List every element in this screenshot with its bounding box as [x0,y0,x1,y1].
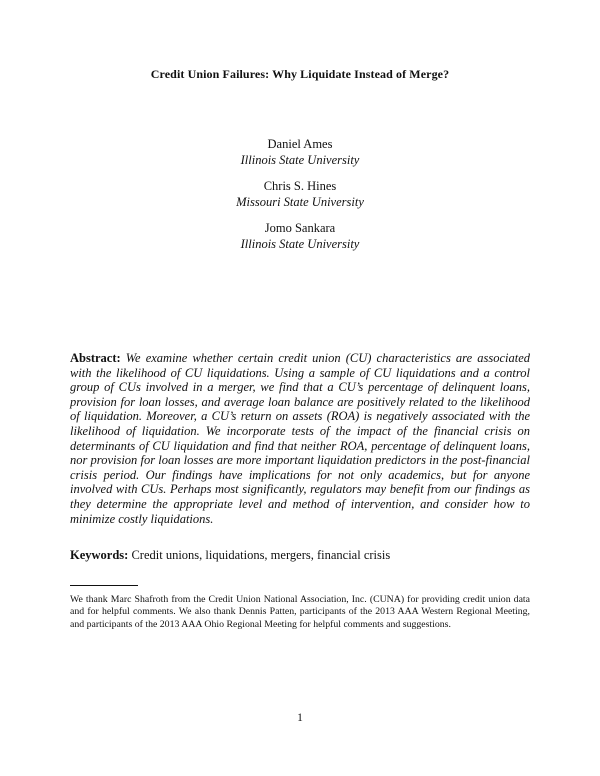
abstract-text: We examine whether certain credit union (CU) characteristics are associated with the likelihood of CU liquidations. Using a sample of CU liquidations and a control group of CUs involved in a merger, we find that a CU’s percentage of delinquent loans, provision for loan losses, and average loan balance are positively related to the likelihood of liquidation. Moreover, a CU’s return on assets (ROA) is negatively associated with the likelihood of liquidation. We incorporate tests of the impact of the financial crisis on determinants of CU liquidation and find that neither ROA, percentage of delinquent loans, nor provision for loan losses are more important liquidation predictors in the post-financial crisis period. Our findings have implications for not only academics, but for anyone involved with CUs. Perhaps most significantly, regulators may benefit from our findings as they determine the appropriate level and method of intervention, and consider how to minimize costly liquidations. [70,351,530,526]
author-affiliation: Missouri State University [236,195,364,209]
author-block [70,178,530,210]
abstract-paragraph [70,351,530,526]
footnote-separator [70,585,138,586]
author-block [70,220,530,252]
author-block [70,136,530,168]
author-affiliation: Illinois State University [240,153,360,167]
abstract-label: Abstract: [70,351,121,365]
author-name: Jomo Sankara [264,221,336,235]
author-list [70,136,530,252]
author-name: Chris S. Hines [263,179,337,193]
author-affiliation: Illinois State University [240,237,360,251]
author-name: Daniel Ames [267,137,333,151]
keywords-text: Credit unions, liquidations, mergers, financial crisis [131,548,391,563]
page-number: 1 [297,712,303,724]
paper-title: Credit Union Failures: Why Liquidate Instead of Merge? [150,67,450,81]
keywords-line [70,548,530,563]
footnote-text: We thank Marc Shafroth from the Credit Union National Association, Inc. (CUNA) for providing credit union data and for helpful comments. We also thank Dennis Patten, participants of the 2013 AAA Western Regional Meeting, and participants of the 2013 AAA Ohio Regional Meeting for helpful comments and suggestions. [70,594,530,630]
keywords-label: Keywords: [70,548,129,563]
